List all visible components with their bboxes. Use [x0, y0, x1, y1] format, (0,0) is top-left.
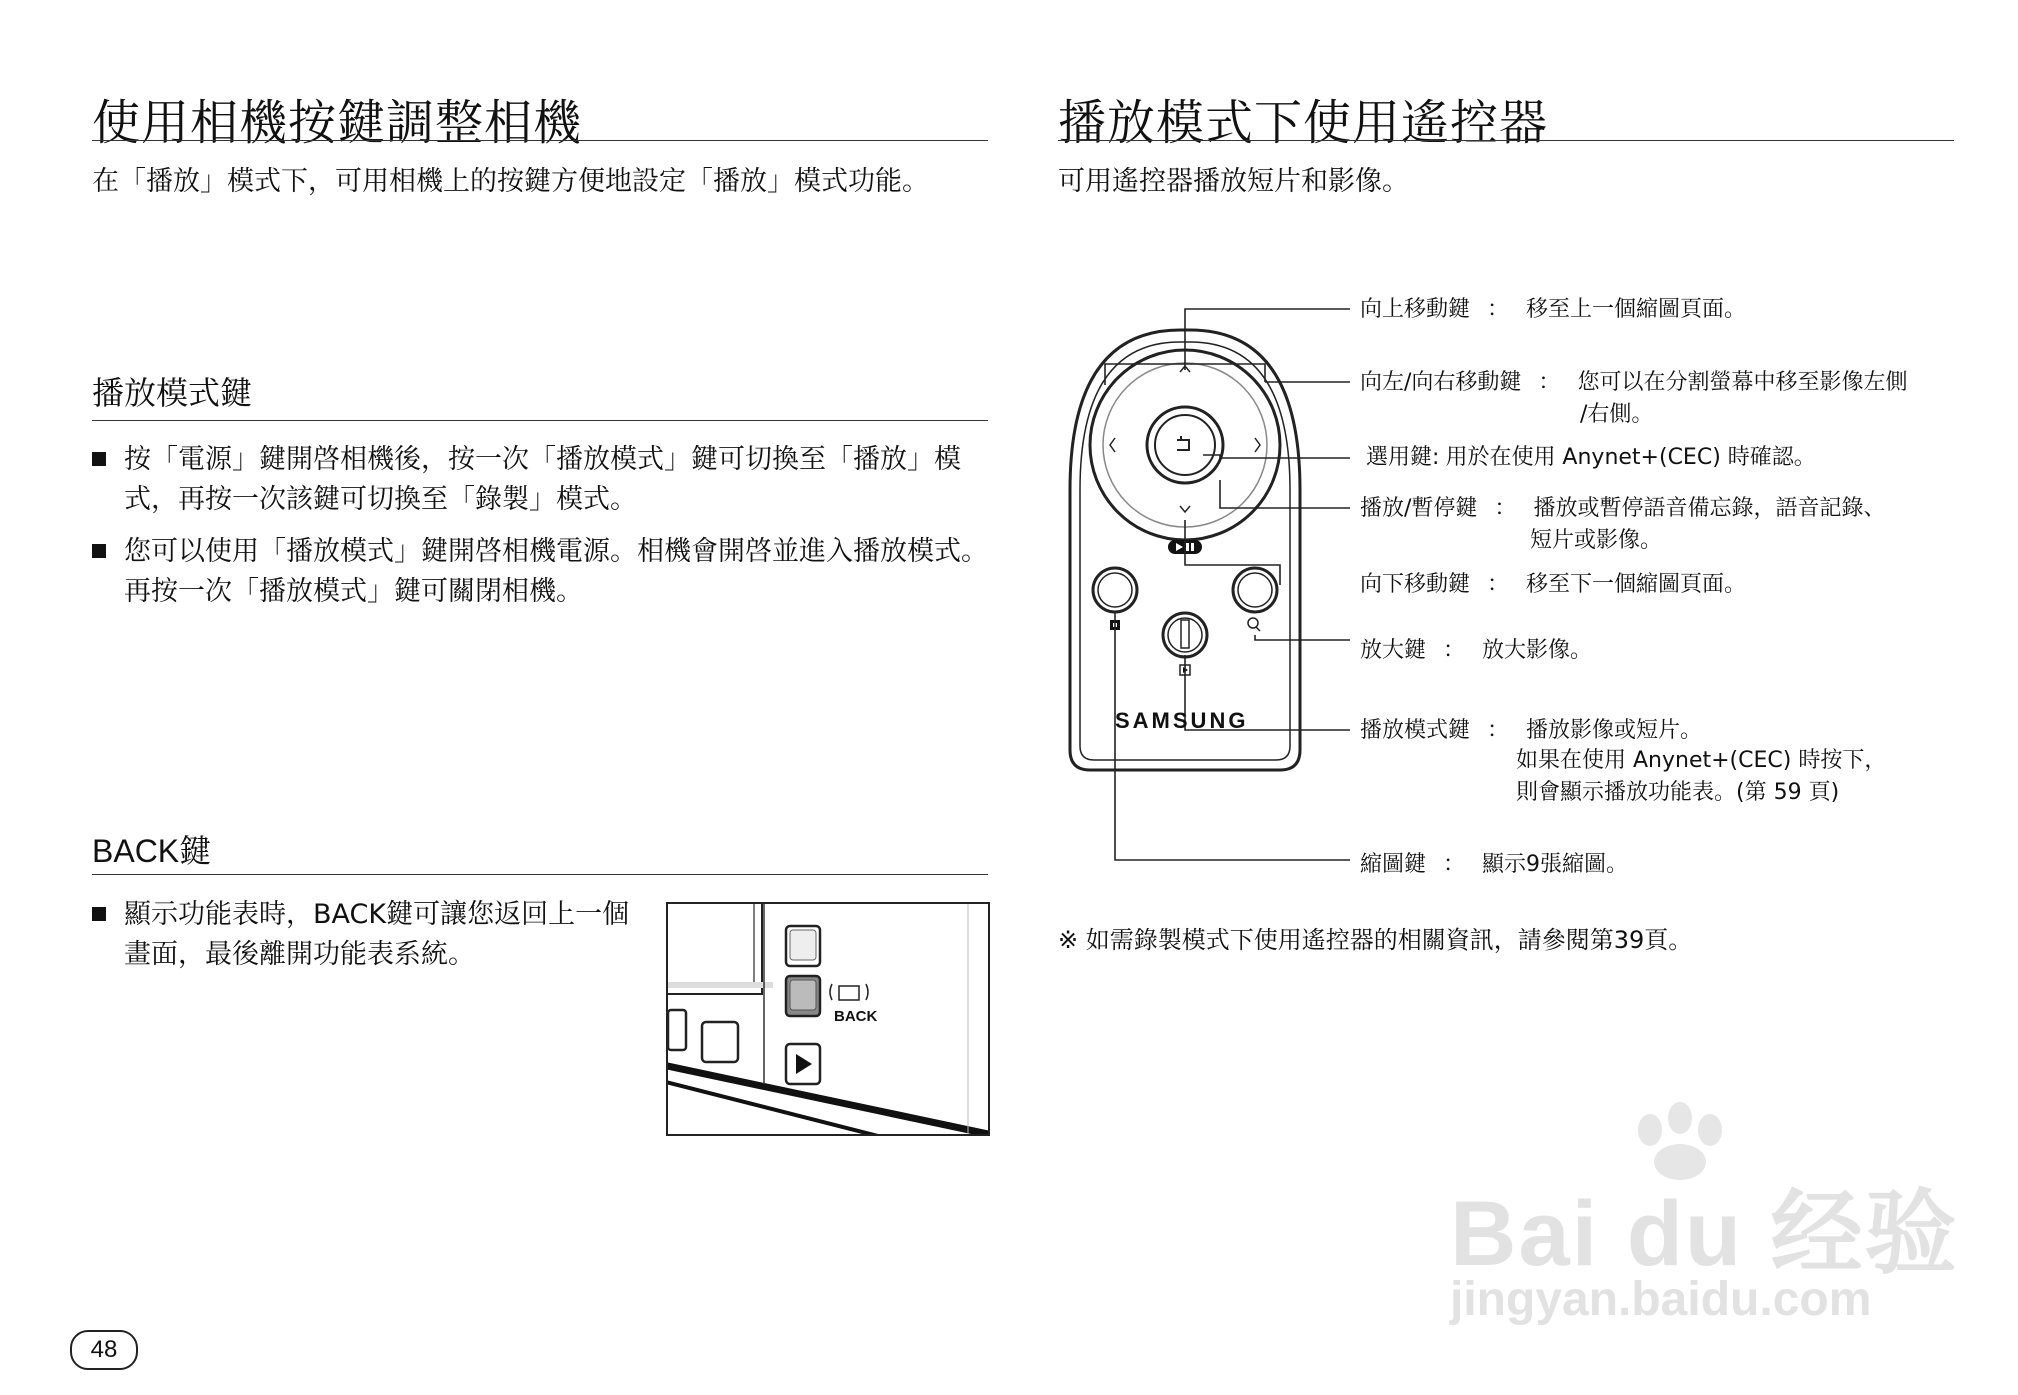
- callout-description-cont: 短片或影像。: [1530, 528, 1663, 553]
- bullet-item: [92, 532, 1004, 612]
- left-intro: 在「播放」模式下，可用相機上的按鍵方便地設定「播放」模式功能。: [92, 166, 929, 197]
- title-divider-right: [1058, 140, 1954, 141]
- callout-separator: ：: [1443, 852, 1466, 877]
- callout-description-cont: /右側。: [1580, 402, 1654, 427]
- bullet-text: 按「電源」鍵開啓相機後，按一次「播放模式」鍵可切換至「播放」模式，再按一次該鍵可切換至「錄製」模式。: [124, 444, 961, 515]
- title-divider-left: [92, 140, 988, 141]
- right-intro: 可用遙控器播放短片和影像。: [1058, 166, 1409, 197]
- page-number: 48: [70, 1330, 138, 1370]
- paw-icon: [1620, 1100, 1740, 1180]
- footnote: ※ 如需錄製模式下使用遙控器的相關資訊，請參閱第39頁。: [1058, 926, 1693, 954]
- callout-description-cont: 如果在使用 Anynet+(CEC) 時按下，: [1516, 748, 1887, 773]
- callout-playback-mode-key: [1360, 716, 1702, 746]
- bullet-text: 您可以使用「播放模式」鍵開啓相機電源。相機會開啓並進入播放模式。再按一次「播放模式」鍵可關閉相機。: [124, 536, 988, 607]
- callout-separator: ：: [1487, 718, 1510, 743]
- remote-control-illustration: [1060, 290, 1360, 890]
- section-divider: [92, 420, 988, 421]
- bullet-item: [92, 440, 1004, 520]
- callout-zoom-key: [1360, 636, 1592, 666]
- callout-description-cont: 則會顯示播放功能表。(第 59 頁): [1516, 780, 1840, 805]
- section-divider: [92, 874, 988, 875]
- callout-play-pause-key: [1360, 494, 1885, 524]
- callout-separator: :: [1432, 445, 1440, 470]
- callout-key-name: 播放/暫停鍵: [1360, 496, 1478, 521]
- callout-select-key: [1366, 443, 1816, 473]
- callout-key-name: 播放模式鍵: [1360, 718, 1471, 743]
- callout-separator: ：: [1487, 297, 1510, 322]
- section-heading-back-key: BACK鍵: [92, 833, 212, 869]
- bullet-marker: [92, 544, 106, 558]
- callout-description: 放大影像。: [1482, 638, 1593, 663]
- callout-description: 用於在使用 Anynet+(CEC) 時確認。: [1445, 445, 1816, 470]
- callout-key-name: 向下移動鍵: [1360, 572, 1471, 597]
- watermark-url: jingyan.baidu.com: [1450, 1273, 1872, 1326]
- camera-back-illustration: [666, 902, 990, 1136]
- callout-left-right-key: [1360, 368, 1907, 398]
- callout-key-name: 放大鍵: [1360, 638, 1427, 663]
- callout-description: 播放或暫停語音備忘錄，語音記錄、: [1533, 496, 1886, 521]
- back-button-label: BACK: [834, 1008, 878, 1025]
- section-heading-playback-key: 播放模式鍵: [92, 374, 253, 412]
- callout-down-key: [1360, 570, 1746, 600]
- callout-thumbnail-key: [1360, 850, 1628, 880]
- callout-key-name: 向上移動鍵: [1360, 297, 1471, 322]
- callout-description: 播放影像或短片。: [1526, 718, 1703, 743]
- callout-separator: ：: [1443, 638, 1466, 663]
- callout-separator: ：: [1538, 370, 1561, 395]
- callout-description: 您可以在分割螢幕中移至影像左側: [1577, 370, 1908, 395]
- callout-key-name: 向左/向右移動鍵: [1360, 370, 1522, 395]
- remote-brand-logo: SAMSUNG: [1115, 708, 1249, 733]
- callout-description: 移至上一個縮圖頁面。: [1526, 297, 1747, 322]
- right-page-title: 播放模式下使用遙控器: [1058, 95, 1549, 151]
- callout-up-key: [1360, 295, 1746, 325]
- bullet-marker: [92, 452, 106, 466]
- callout-description: 移至下一個縮圖頁面。: [1526, 572, 1747, 597]
- bullet-text: 顯示功能表時，BACK鍵可讓您返回上一個畫面，最後離開功能表系統。: [124, 899, 630, 970]
- callout-key-name: 縮圖鍵: [1360, 852, 1427, 877]
- callout-separator: ：: [1494, 496, 1517, 521]
- callout-separator: ：: [1487, 572, 1510, 597]
- bullet-item: [92, 895, 649, 975]
- camera-body-drawing: [668, 904, 988, 1134]
- callout-key-name: 選用鍵: [1366, 445, 1433, 470]
- callout-description: 顯示9張縮圖。: [1482, 852, 1629, 877]
- left-page-title: 使用相機按鍵調整相機: [92, 95, 583, 151]
- bullet-marker: [92, 907, 106, 921]
- watermark-logo: Bai du 经验: [1450, 1183, 1959, 1285]
